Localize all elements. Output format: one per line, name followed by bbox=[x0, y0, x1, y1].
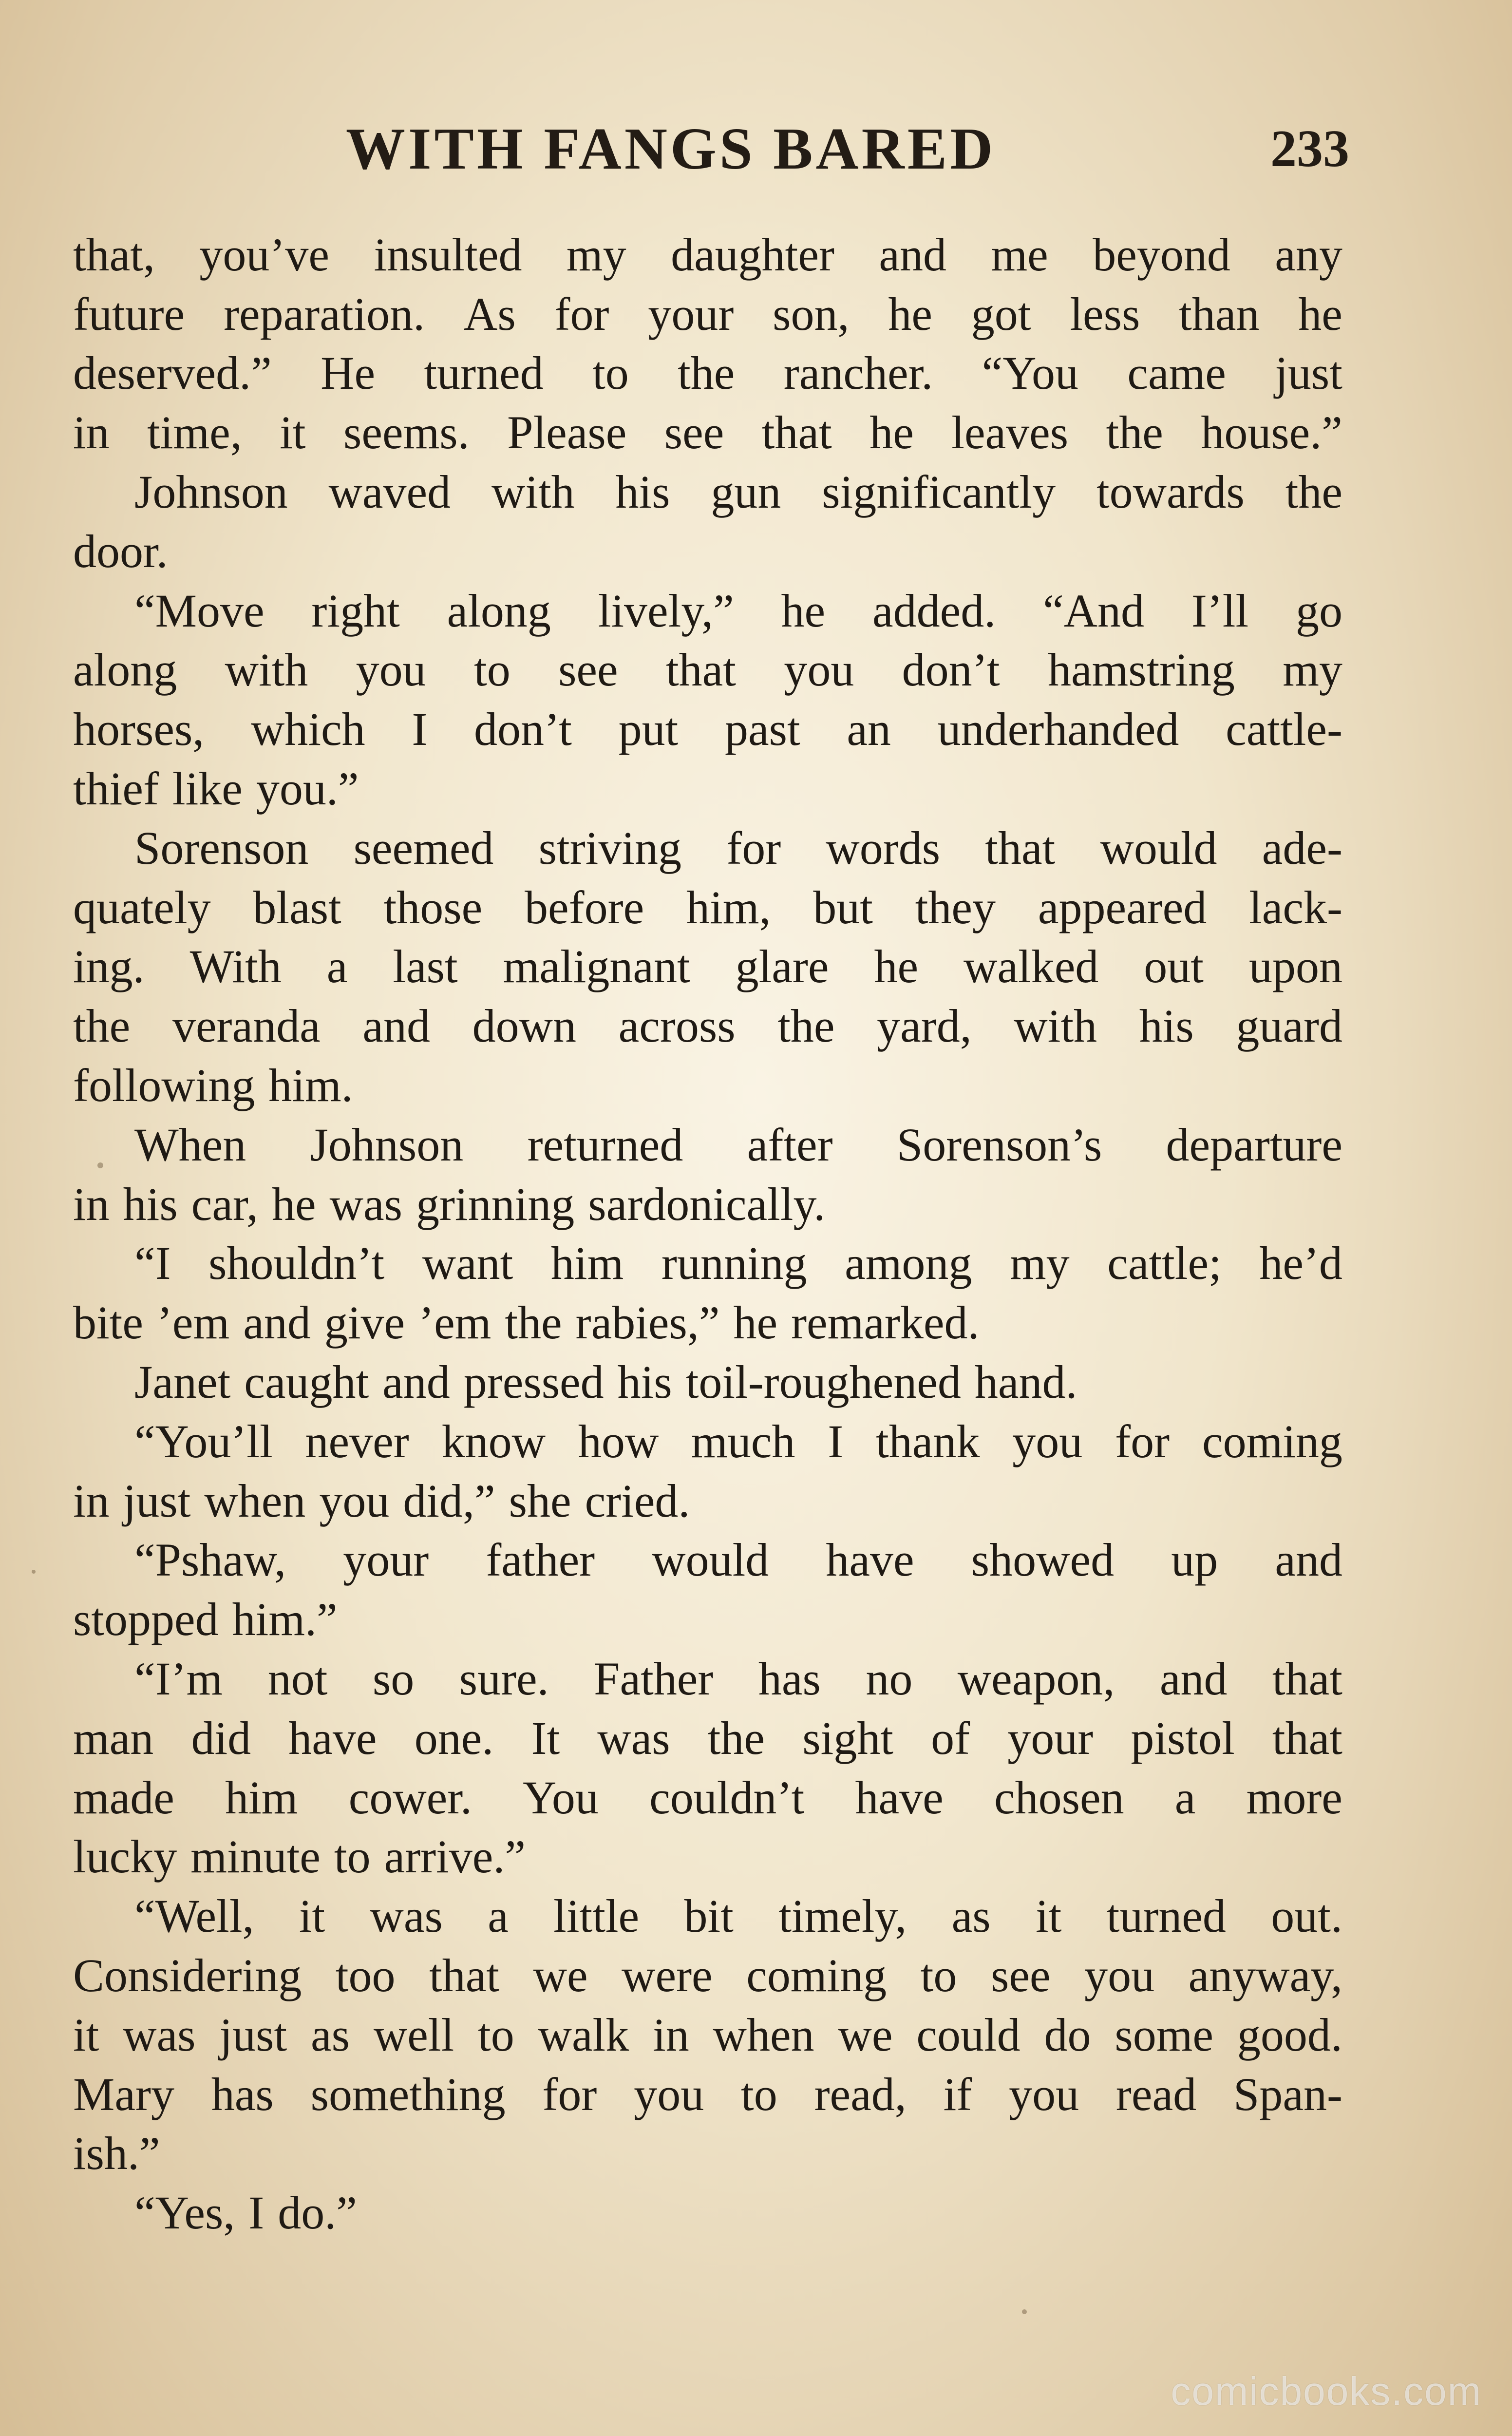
text-word: never bbox=[305, 1415, 409, 1467]
text-word: when bbox=[713, 2008, 814, 2061]
text-word: of bbox=[931, 1712, 970, 1764]
text-word: could bbox=[916, 2008, 1021, 2061]
text-word: right bbox=[311, 584, 400, 637]
text-line: door. bbox=[73, 525, 168, 577]
text-line bbox=[73, 700, 1342, 759]
text-word: Mary bbox=[73, 2068, 174, 2120]
text-word: that bbox=[1272, 1653, 1342, 1705]
text-word: ing. bbox=[73, 940, 145, 993]
text-word: Span- bbox=[1233, 2068, 1342, 2120]
text-line bbox=[73, 1768, 1342, 1827]
text-word: Sorenson bbox=[134, 821, 309, 874]
text-word: we bbox=[533, 1949, 588, 2001]
text-word: which bbox=[251, 703, 365, 756]
page-number: 233 bbox=[1270, 120, 1349, 178]
text-line bbox=[73, 641, 1342, 700]
text-word: before bbox=[525, 881, 644, 933]
text-word: glare bbox=[735, 940, 829, 993]
text-line bbox=[73, 1886, 1342, 1946]
text-word: have bbox=[288, 1712, 377, 1764]
text-line: stopped him.” bbox=[73, 1593, 338, 1646]
text-word: his bbox=[1139, 1000, 1194, 1052]
text-word: a bbox=[1174, 1771, 1196, 1824]
text-word: out bbox=[1144, 940, 1204, 993]
text-line bbox=[73, 2005, 1342, 2065]
text-word: more bbox=[1246, 1771, 1342, 1824]
text-word: those bbox=[383, 881, 483, 933]
text-word: he bbox=[888, 287, 932, 340]
text-word: Johnson bbox=[134, 466, 288, 518]
text-word: turned bbox=[1106, 1890, 1226, 1942]
text-line bbox=[73, 996, 1342, 1056]
text-word: towards bbox=[1096, 466, 1245, 518]
text-word: it bbox=[299, 1890, 325, 1942]
text-word: to bbox=[592, 347, 629, 400]
text-word: read, bbox=[814, 2068, 907, 2120]
text-word: he bbox=[869, 406, 914, 459]
text-word: “Pshaw, bbox=[134, 1534, 286, 1586]
text-word: deserved.” bbox=[73, 347, 272, 400]
text-word: With bbox=[189, 940, 282, 993]
text-word: you bbox=[1084, 1949, 1155, 2001]
text-word: after bbox=[747, 1118, 833, 1171]
text-word: couldn’t bbox=[649, 1771, 805, 1824]
text-word: little bbox=[553, 1890, 640, 1942]
text-word: “I’m bbox=[134, 1653, 223, 1705]
text-word: don’t bbox=[473, 703, 572, 756]
text-word: do bbox=[1044, 2008, 1091, 2061]
text-line: Janet caught and pressed his toil-roughened hand. bbox=[134, 1356, 1077, 1408]
text-word: down bbox=[472, 1000, 576, 1052]
text-word: read bbox=[1115, 2068, 1197, 2120]
text-word: go bbox=[1295, 584, 1342, 637]
text-word: your bbox=[1007, 1712, 1094, 1764]
text-word: timely, bbox=[778, 1890, 907, 1942]
text-word: cattle- bbox=[1226, 703, 1342, 756]
text-word: you bbox=[634, 2068, 704, 2120]
text-word: pistol bbox=[1131, 1712, 1235, 1764]
text-word: too bbox=[335, 1949, 396, 2001]
text-word: you bbox=[1012, 1415, 1083, 1467]
text-word: him bbox=[550, 1237, 624, 1290]
text-word: among bbox=[845, 1237, 972, 1290]
text-word: something bbox=[310, 2068, 506, 2120]
text-word: words bbox=[826, 821, 941, 874]
text-word: you bbox=[784, 644, 854, 696]
text-word: just bbox=[219, 2008, 287, 2061]
text-word: appeared bbox=[1038, 881, 1207, 933]
text-word: sight bbox=[802, 1712, 893, 1764]
text-line bbox=[73, 285, 1342, 344]
watermark: comicbooks.com bbox=[1171, 2369, 1482, 2414]
text-word: to bbox=[741, 2068, 777, 2120]
text-word: malignant bbox=[503, 940, 690, 993]
text-word: along bbox=[447, 584, 551, 637]
text-line: lucky minute to arrive.” bbox=[73, 1830, 526, 1883]
text-word: guard bbox=[1236, 1000, 1342, 1052]
text-word: for bbox=[1115, 1415, 1170, 1467]
text-word: “I bbox=[134, 1237, 171, 1290]
text-word: that, bbox=[73, 228, 155, 281]
text-word: past bbox=[724, 703, 800, 756]
text-word: I’ll bbox=[1191, 584, 1249, 637]
text-word: Please bbox=[507, 406, 627, 459]
text-word: for bbox=[726, 821, 781, 874]
text-word: quately bbox=[73, 881, 211, 933]
text-word: have bbox=[826, 1534, 914, 1586]
text-word: along bbox=[73, 644, 177, 696]
text-line: ish.” bbox=[73, 2127, 160, 2180]
text-word: well bbox=[373, 2008, 454, 2061]
text-word: chosen bbox=[994, 1771, 1124, 1824]
text-word: and bbox=[1159, 1653, 1228, 1705]
text-word: man bbox=[73, 1712, 154, 1764]
text-word: want bbox=[422, 1237, 513, 1290]
running-title: WITH FANGS BARED bbox=[346, 116, 996, 182]
text-word: were bbox=[622, 1949, 713, 2001]
text-line bbox=[73, 1649, 1342, 1709]
text-word: He bbox=[321, 347, 376, 400]
text-word: weapon, bbox=[957, 1653, 1115, 1705]
text-word: striving bbox=[538, 821, 681, 874]
body-text bbox=[73, 225, 1342, 2243]
text-word: he bbox=[874, 940, 919, 993]
text-word: Johnson bbox=[310, 1118, 464, 1171]
text-word: any bbox=[1275, 228, 1342, 281]
text-word: bit bbox=[684, 1890, 734, 1942]
text-word: It bbox=[531, 1712, 560, 1764]
text-word: yard, bbox=[877, 1000, 972, 1052]
text-word: walked bbox=[964, 940, 1099, 993]
text-word: but bbox=[813, 881, 873, 933]
text-word: that bbox=[761, 406, 832, 459]
text-word: showed bbox=[971, 1534, 1115, 1586]
text-word: my bbox=[566, 228, 626, 281]
text-word: know bbox=[441, 1415, 546, 1467]
text-word: house.” bbox=[1201, 406, 1342, 459]
text-word: would bbox=[652, 1534, 769, 1586]
text-word: would bbox=[1100, 821, 1217, 874]
text-word: put bbox=[618, 703, 679, 756]
text-word: and bbox=[1275, 1534, 1342, 1586]
text-word: it bbox=[73, 2008, 99, 2061]
text-word: hamstring bbox=[1047, 644, 1235, 696]
text-word: coming bbox=[746, 1949, 887, 2001]
text-line: bite ’em and give ’em the rabies,” he remarked. bbox=[73, 1296, 980, 1349]
text-word: the bbox=[1285, 466, 1342, 518]
text-word: anyway, bbox=[1188, 1949, 1342, 2001]
text-word: veranda bbox=[172, 1000, 321, 1052]
text-word: so bbox=[372, 1653, 415, 1705]
text-line bbox=[73, 2065, 1342, 2124]
text-word: insulted bbox=[374, 228, 522, 281]
text-line bbox=[73, 1946, 1342, 2005]
text-word: you bbox=[356, 644, 426, 696]
text-word: Considering bbox=[73, 1949, 302, 2001]
text-word: to bbox=[478, 2008, 514, 2061]
text-word: to bbox=[474, 644, 510, 696]
text-line: in his car, he was grinning sardonically. bbox=[73, 1178, 826, 1230]
text-word: running bbox=[661, 1237, 807, 1290]
text-word: if bbox=[943, 2068, 972, 2120]
text-word: in bbox=[653, 2008, 689, 2061]
text-word: your bbox=[648, 287, 734, 340]
text-word: with bbox=[491, 466, 575, 518]
text-word: ade- bbox=[1262, 821, 1342, 874]
text-word: was bbox=[370, 1890, 443, 1942]
text-word: the bbox=[1106, 406, 1163, 459]
text-word: Sorenson’s bbox=[896, 1118, 1102, 1171]
text-word: see bbox=[558, 644, 618, 696]
text-word: walk bbox=[538, 2008, 629, 2061]
text-word: “You bbox=[982, 347, 1078, 400]
text-word: underhanded bbox=[937, 703, 1179, 756]
text-word: my bbox=[1283, 644, 1342, 696]
text-line bbox=[73, 937, 1342, 997]
text-word: to bbox=[920, 1949, 957, 2001]
text-word: and bbox=[879, 228, 946, 281]
text-word: him bbox=[225, 1771, 298, 1824]
text-line bbox=[73, 878, 1342, 937]
text-word: “Well, bbox=[134, 1890, 254, 1942]
text-word: much bbox=[691, 1415, 795, 1467]
text-word: You bbox=[523, 1771, 599, 1824]
text-word: just bbox=[1275, 347, 1342, 400]
text-word: reparation. bbox=[224, 287, 425, 340]
text-word: significantly bbox=[822, 466, 1056, 518]
text-word: the bbox=[73, 1000, 131, 1052]
text-word: shouldn’t bbox=[208, 1237, 385, 1290]
text-word: came bbox=[1127, 347, 1226, 400]
text-line bbox=[73, 344, 1342, 403]
text-word: has bbox=[758, 1653, 821, 1705]
text-word: for bbox=[542, 2068, 597, 2120]
text-word: in bbox=[73, 406, 110, 459]
text-word: the bbox=[707, 1712, 765, 1764]
text-word: was bbox=[123, 2008, 196, 2061]
text-line bbox=[73, 1115, 1342, 1175]
text-word: was bbox=[597, 1712, 670, 1764]
text-word: gun bbox=[711, 466, 781, 518]
paper-speck bbox=[32, 1570, 36, 1574]
text-word: up bbox=[1171, 1534, 1218, 1586]
text-word: a bbox=[488, 1890, 509, 1942]
text-word: horses, bbox=[73, 703, 205, 756]
text-word: got bbox=[971, 287, 1031, 340]
text-word: lack- bbox=[1249, 881, 1342, 933]
text-word: one. bbox=[414, 1712, 494, 1764]
text-word: thank bbox=[876, 1415, 980, 1467]
text-word: “You’ll bbox=[134, 1415, 273, 1467]
text-word: returned bbox=[527, 1118, 683, 1171]
text-word: your bbox=[343, 1534, 429, 1586]
text-word: upon bbox=[1248, 940, 1342, 993]
text-word: a bbox=[326, 940, 348, 993]
text-word: his bbox=[615, 466, 670, 518]
text-line bbox=[73, 403, 1342, 462]
text-word: than bbox=[1179, 287, 1260, 340]
text-line bbox=[73, 581, 1342, 641]
text-word: no bbox=[866, 1653, 913, 1705]
text-word: as bbox=[951, 1890, 991, 1942]
text-line: thief like you.” bbox=[73, 762, 359, 815]
text-word: that bbox=[429, 1949, 500, 2001]
text-word: see bbox=[664, 406, 724, 459]
text-word: Father bbox=[594, 1653, 714, 1705]
running-head bbox=[83, 115, 1349, 183]
text-word: that bbox=[1272, 1712, 1342, 1764]
text-word: father bbox=[486, 1534, 595, 1586]
text-word: that bbox=[985, 821, 1056, 874]
text-word: son, bbox=[773, 287, 850, 340]
text-word: time, bbox=[147, 406, 242, 459]
text-word: and bbox=[362, 1000, 430, 1052]
text-word: departure bbox=[1166, 1118, 1342, 1171]
text-word: I bbox=[828, 1415, 844, 1467]
paper-speck bbox=[1022, 2309, 1027, 2314]
text-word: “And bbox=[1043, 584, 1144, 637]
text-word: me bbox=[991, 228, 1048, 281]
text-word: When bbox=[134, 1118, 246, 1171]
text-word: you’ve bbox=[199, 228, 329, 281]
text-word: rancher. bbox=[783, 347, 933, 400]
text-line bbox=[73, 462, 1342, 522]
text-word: see bbox=[990, 1949, 1051, 2001]
text-word: for bbox=[554, 287, 609, 340]
text-word: across bbox=[618, 1000, 736, 1052]
text-line: following him. bbox=[73, 1059, 353, 1112]
text-word: they bbox=[915, 881, 996, 933]
text-word: made bbox=[73, 1771, 174, 1824]
text-word: last bbox=[393, 940, 458, 993]
text-word: that bbox=[666, 644, 736, 696]
paper-speck bbox=[97, 1162, 103, 1168]
text-word: “Move bbox=[134, 584, 265, 637]
text-word: my bbox=[1009, 1237, 1070, 1290]
text-word: some bbox=[1115, 2008, 1214, 2061]
text-word: did bbox=[191, 1712, 251, 1764]
text-word: seems. bbox=[343, 406, 470, 459]
text-word: as bbox=[311, 2008, 350, 2061]
text-word: less bbox=[1070, 287, 1140, 340]
text-line: “Yes, I do.” bbox=[134, 2187, 357, 2239]
text-word: have bbox=[855, 1771, 944, 1824]
text-word: not bbox=[267, 1653, 328, 1705]
text-word: we bbox=[838, 2008, 893, 2061]
text-word: him, bbox=[686, 881, 771, 933]
text-line bbox=[73, 1234, 1342, 1294]
text-word: blast bbox=[253, 881, 341, 933]
text-line: in just when you did,” she cried. bbox=[73, 1474, 690, 1527]
text-word: has bbox=[211, 2068, 274, 2120]
text-word: sure. bbox=[459, 1653, 549, 1705]
text-word: I bbox=[412, 703, 428, 756]
text-word: coming bbox=[1202, 1415, 1342, 1467]
text-word: out. bbox=[1271, 1890, 1342, 1942]
text-word: you bbox=[1009, 2068, 1079, 2120]
text-word: beyond bbox=[1093, 228, 1230, 281]
text-word: it bbox=[1035, 1890, 1062, 1942]
text-line bbox=[73, 1412, 1342, 1471]
text-word: good. bbox=[1237, 2008, 1342, 2061]
text-word: don’t bbox=[902, 644, 1000, 696]
text-word: he bbox=[1298, 287, 1342, 340]
text-word: with bbox=[1014, 1000, 1097, 1052]
text-word: cower. bbox=[348, 1771, 472, 1824]
text-line bbox=[73, 818, 1342, 878]
text-word: he’d bbox=[1259, 1237, 1342, 1290]
text-word: it bbox=[280, 406, 306, 459]
text-word: the bbox=[678, 347, 735, 400]
text-word: cattle; bbox=[1107, 1237, 1222, 1290]
text-word: the bbox=[777, 1000, 835, 1052]
text-word: turned bbox=[424, 347, 544, 400]
text-line bbox=[73, 1709, 1342, 1768]
text-line bbox=[73, 1531, 1342, 1590]
text-word: lively,” bbox=[598, 584, 734, 637]
text-word: future bbox=[73, 287, 185, 340]
text-word: waved bbox=[328, 466, 451, 518]
text-word: added. bbox=[872, 584, 996, 637]
text-word: he bbox=[781, 584, 826, 637]
text-word: As bbox=[464, 287, 516, 340]
text-word: with bbox=[225, 644, 308, 696]
text-word: seemed bbox=[353, 821, 494, 874]
text-word: daughter bbox=[671, 228, 834, 281]
text-word: how bbox=[578, 1415, 659, 1467]
text-word: an bbox=[847, 703, 891, 756]
text-line bbox=[73, 225, 1342, 285]
text-word: leaves bbox=[951, 406, 1069, 459]
